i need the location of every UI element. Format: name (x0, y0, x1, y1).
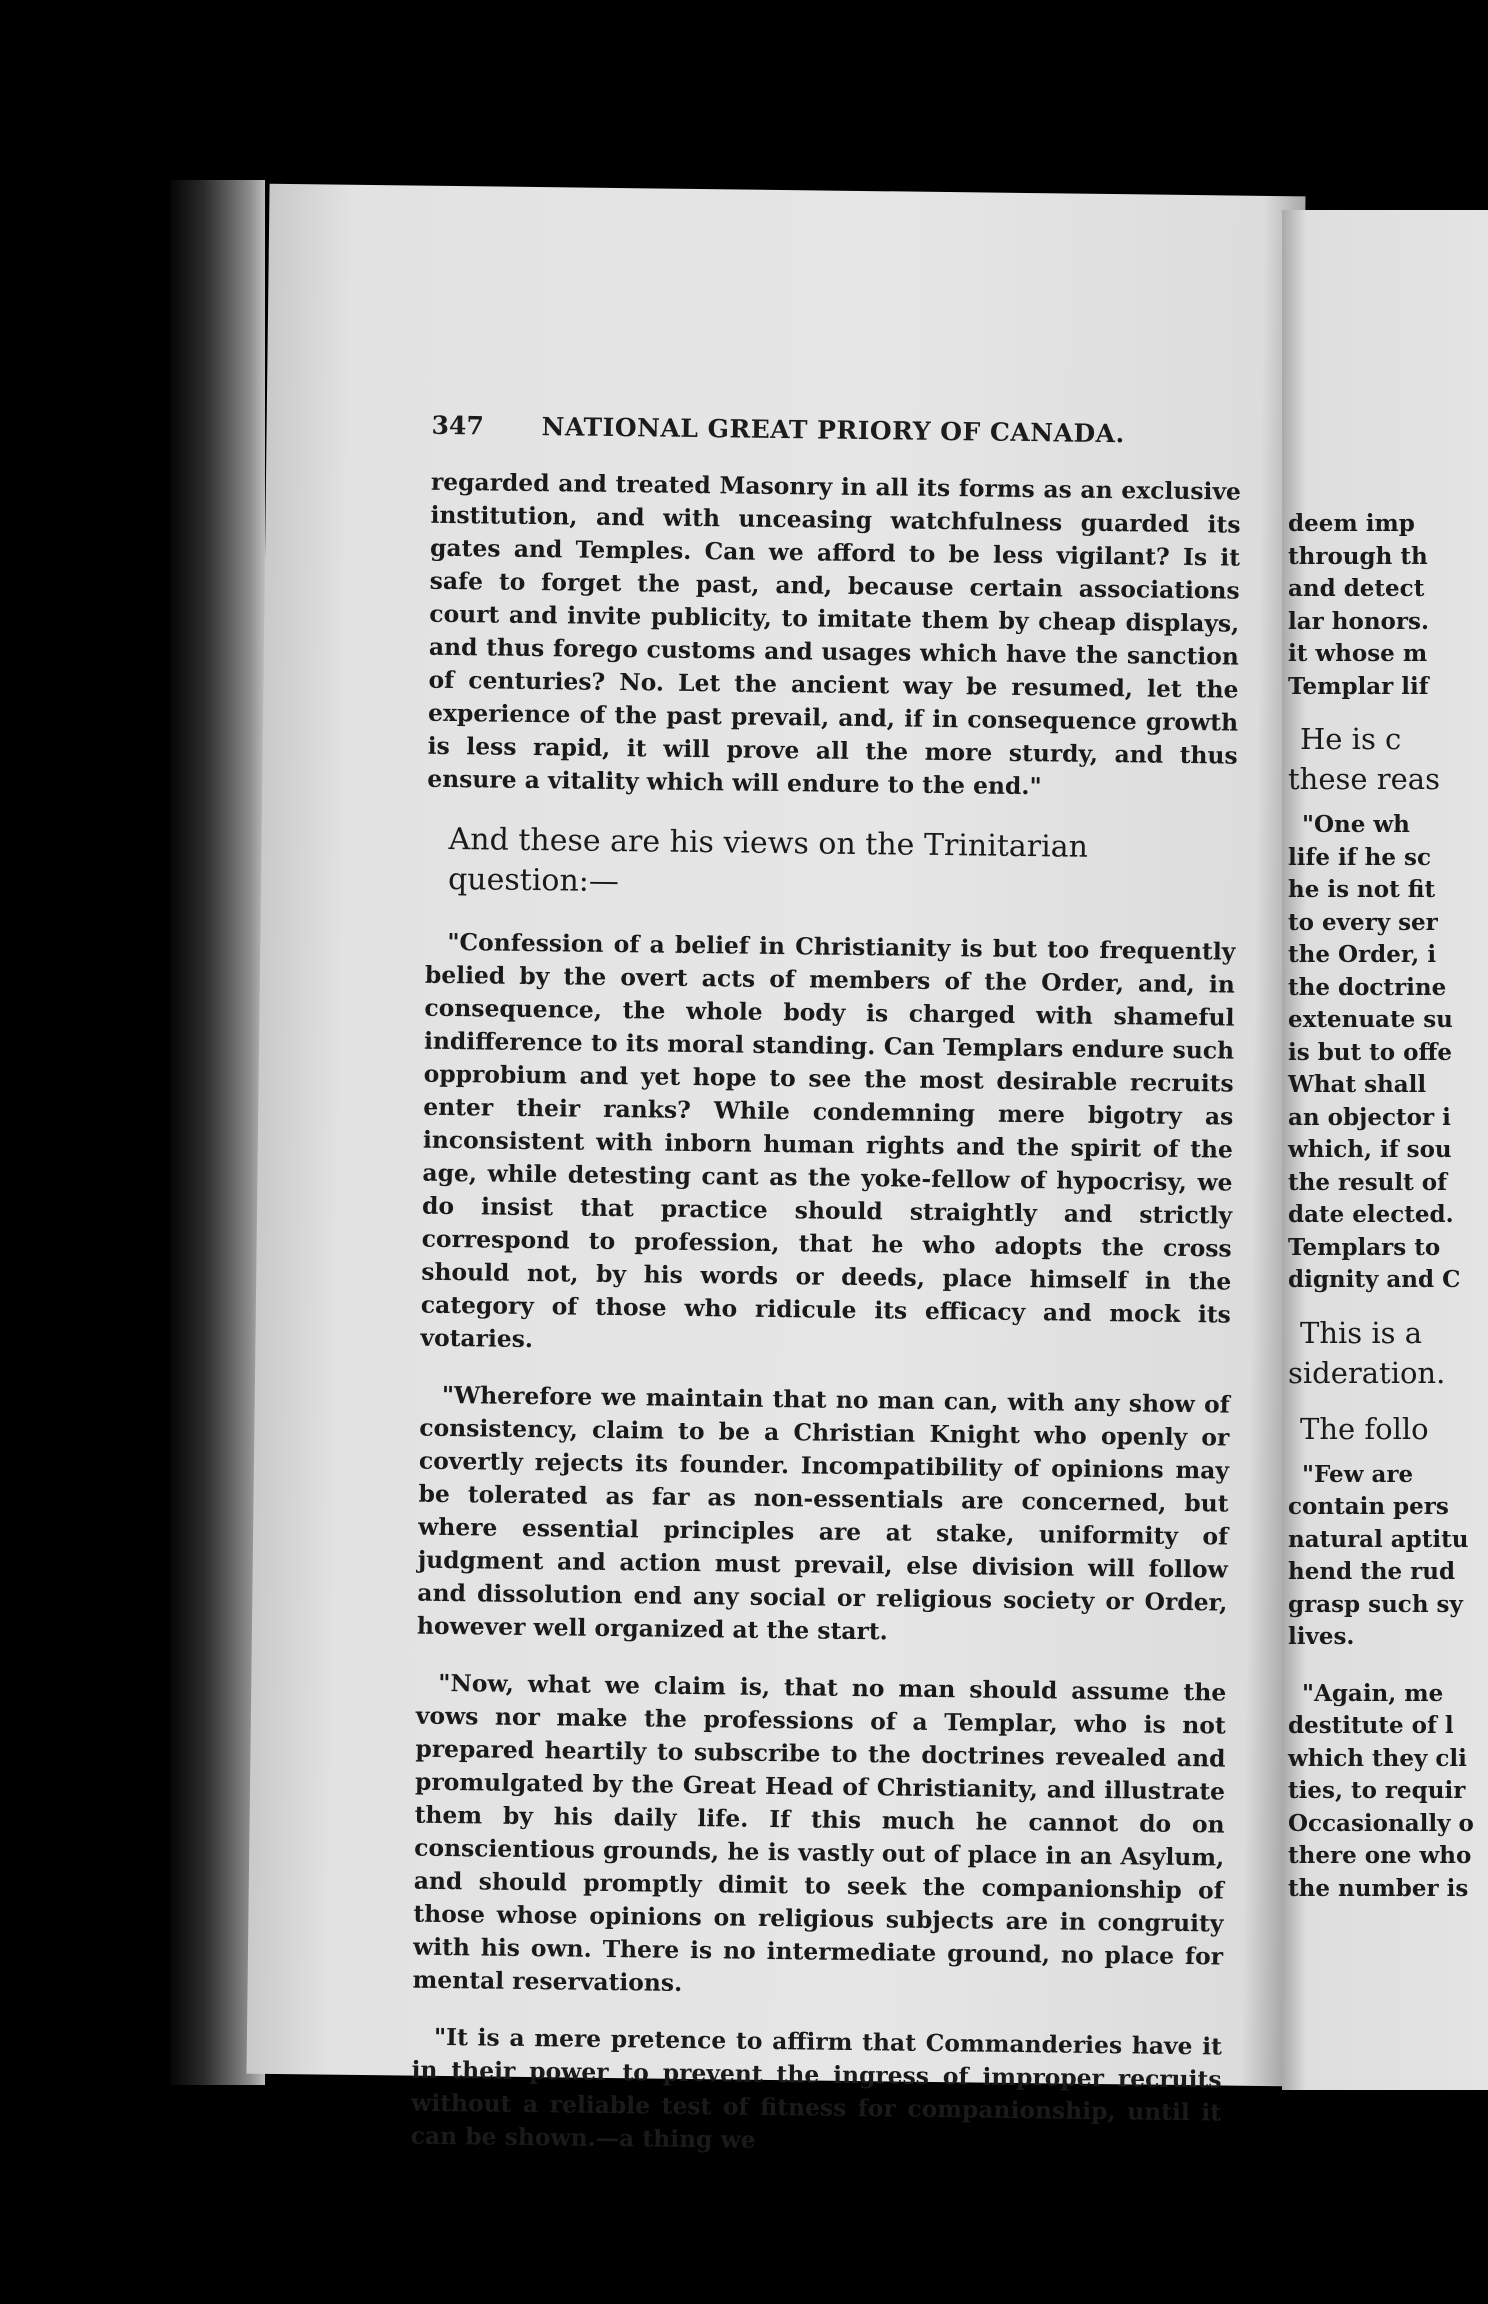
facing-line: the doctrine (1288, 973, 1447, 1001)
facing-line: Occasionally o (1288, 1809, 1474, 1837)
facing-page (1282, 210, 1488, 2090)
facing-line: it whose m (1288, 640, 1428, 667)
facing-line: "Again, me (1302, 1679, 1444, 1707)
facing-heading-line: He is c (1300, 722, 1402, 756)
facing-page-text (1288, 508, 1488, 1905)
facing-line: dignity and C (1288, 1266, 1461, 1293)
facing-line: the number is (1288, 1874, 1469, 1902)
facing-heading (1288, 1313, 1488, 1393)
paragraph-1: regarded and treated Masonry in all its forms as an exclusive institution, and with unceasing watchfulness guarded its gates and Temples. Can we afford to be less vigilant? Is it safe to forget the past, and, because certain associations court and invite publicity, to imitate them by cheap displays, and thus forego customs and usages which have the sanction of centuries? No. Let the ancient way be resumed, let the experience of the past prevail, and, if in consequence growth is less rapid, it will prove all the more sturdy, and thus ensure a vitality which will endure to the end." (427, 467, 1242, 801)
section-lead: And these are his views on the Trinitarian question:— (447, 821, 1089, 900)
facing-heading (1288, 719, 1488, 799)
facing-line: which they cli (1288, 1744, 1467, 1772)
facing-line: deem imp (1288, 510, 1415, 537)
facing-line: destitute of l (1288, 1712, 1454, 1739)
facing-line: is but to offe (1288, 1038, 1452, 1066)
facing-line: there one who (1288, 1842, 1472, 1869)
facing-line: natural aptitu (1288, 1525, 1469, 1553)
facing-heading-line: these reas (1288, 762, 1440, 796)
facing-line: Templar lif (1288, 672, 1429, 700)
facing-heading-line: sideration. (1288, 1355, 1446, 1390)
paragraph-2: "Confession of a belief in Christianity is but too frequently belied by the overt acts of members of the Order, and, in consequence, the whole body is charged with shameful indifference to its moral standing. Can Templars endure such opprobium and yet hope to see the most desirable recruits enter their ranks? While condemning mere bigotry as inconsistent with inborn human rights and the spirit of the age, while detesting cant as the yoke-fellow of hypocrisy, we do insist that practice should straightly and strictly correspond to profession, that he who adopts the cross should not, by his words or deeds, place himself in the category of those who ridicule its efficacy and mock its votaries. (420, 927, 1236, 1354)
facing-line: to every ser (1288, 908, 1438, 936)
facing-line: and detect (1288, 575, 1425, 602)
facing-heading-line: This is a (1300, 1315, 1423, 1350)
page-body (410, 466, 1241, 2187)
facing-line: lar honors. (1288, 607, 1429, 635)
running-title: NATIONAL GREAT PRIORY OF CANADA. (541, 412, 1125, 449)
facing-line: "One wh (1302, 811, 1410, 838)
facing-line: the Order, i (1288, 941, 1437, 968)
facing-line: an objector i (1288, 1103, 1451, 1131)
facing-line: the result of (1288, 1168, 1448, 1196)
paragraph-4: "Now, what we claim is, that no man should assume the vows nor make the professions of a Templar, who is not prepared heartily to subscribe to the doctrines revealed and promulgated by the Great Head of Christianity, and illustrate them by his daily life. If this much he cannot do on conscientious grounds, he is vastly out of place in an Asylum, and should promptly dimit to seek the companionship of those whose opinions on religious subjects are in congruity with his own. There is no intermediate ground, no place for mental reservations. (412, 1668, 1227, 1997)
facing-line: which, if sou (1288, 1136, 1452, 1163)
facing-line: hend the rud (1288, 1558, 1456, 1585)
page-number: 347 (431, 410, 485, 441)
facing-line: grasp such sy (1288, 1590, 1463, 1618)
paragraph-3: "Wherefore we maintain that no man can, with any show of consistency, claim to be a Christian Knight who openly or covertly rejects its founder. Incompatibility of opinions may be tolerated as far as non-essentials are concerned, but where essential principles are at stake, uniformity of judgment and action must prevail, else division will follow and dissolution end any social or religious society or Order, however well organized at the start. (416, 1380, 1230, 1646)
facing-line: contain pers (1288, 1493, 1449, 1520)
paragraph-5: "It is a mere pretence to affirm that Commanderies have it in their power to prevent the ingress of improper recruits without a reliable test of fitness for companionship, until it can be shown.—a thing we (410, 2022, 1223, 2154)
facing-heading (1300, 1409, 1488, 1449)
facing-line: he is not fit (1288, 876, 1436, 903)
facing-line: date elected. (1288, 1201, 1454, 1228)
facing-heading-line: The follo (1300, 1411, 1429, 1446)
page-header (431, 411, 1291, 451)
facing-line: "Few are (1302, 1460, 1414, 1488)
facing-line: ties, to requir (1288, 1777, 1466, 1804)
facing-line: life if he sc (1288, 843, 1431, 871)
facing-line: lives. (1288, 1623, 1355, 1650)
facing-line: What shall (1288, 1071, 1427, 1098)
facing-line: through th (1288, 542, 1428, 570)
facing-line: extenuate su (1288, 1006, 1453, 1033)
facing-line: Templars to (1288, 1233, 1441, 1261)
left-page (246, 184, 1305, 2154)
